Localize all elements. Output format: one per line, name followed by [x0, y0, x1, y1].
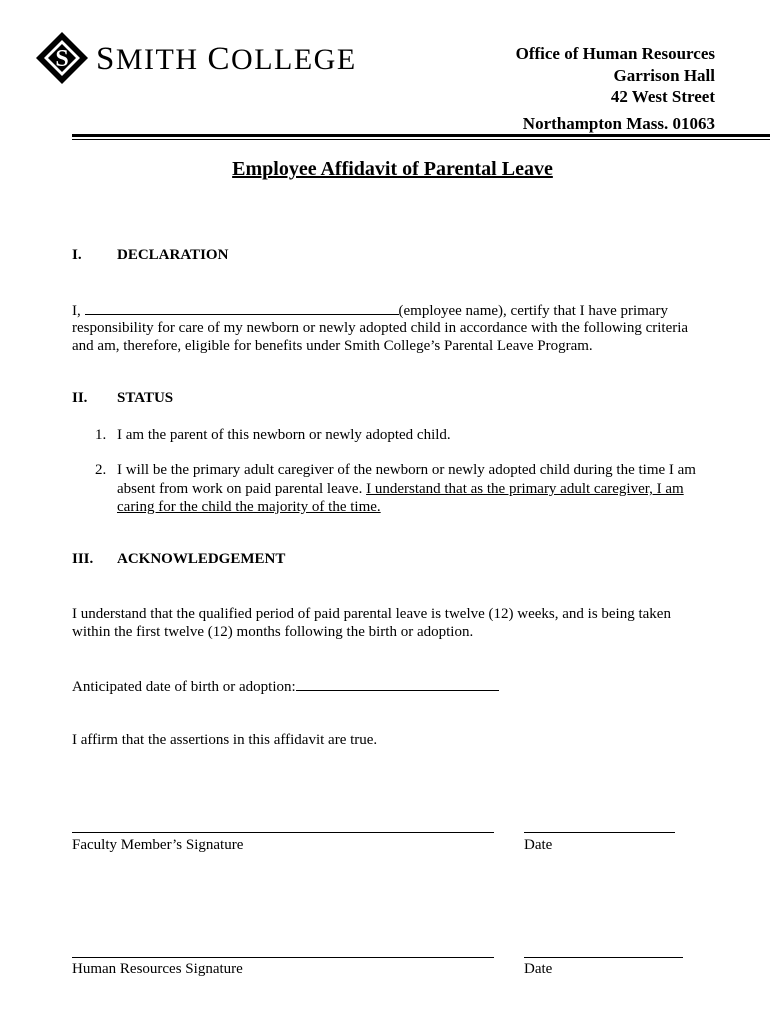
- faculty-date-field[interactable]: [524, 832, 675, 833]
- affirmation-text: I affirm that the assertions in this affidavit are true.: [72, 732, 378, 748]
- anticipated-date-row: [72, 677, 499, 696]
- street-address: 42 West Street: [610, 87, 715, 106]
- section-heading-acknowledgement: ACKNOWLEDGEMENT: [117, 551, 286, 567]
- anticipated-date-label: Anticipated date of birth or adoption:: [72, 679, 296, 695]
- declaration-suffix: (employee name), certify that I have primary: [398, 303, 668, 319]
- status-item-2-line-1: I will be the primary adult caregiver of the newborn or newly adopted child during the time I am: [117, 462, 696, 478]
- college-seal-icon: [34, 30, 90, 86]
- section-number-status: II.: [72, 390, 88, 406]
- status-item-2-line-2: [117, 480, 684, 498]
- section-number-acknowledgement: III.: [72, 551, 94, 567]
- status-item-2-number: 2.: [95, 462, 107, 478]
- declaration-prefix: I,: [72, 303, 81, 319]
- header-rule-thick: [72, 134, 770, 137]
- acknowledgement-line-1: I understand that the qualified period of paid parental leave is twelve (12) weeks, and is being taken: [72, 606, 671, 622]
- hr-date-label: Date: [524, 961, 553, 977]
- status-item-2-plain: absent from work on paid parental leave.: [117, 481, 367, 497]
- status-item-1: I am the parent of this newborn or newly adopted child.: [117, 427, 451, 443]
- acknowledgement-line-2: within the first twelve (12) months following the birth or adoption.: [72, 624, 474, 640]
- hr-signature-field[interactable]: [72, 957, 494, 958]
- college-logo: [34, 30, 364, 86]
- header-rule-thin: [72, 139, 770, 140]
- employee-name-field[interactable]: [85, 301, 399, 315]
- status-item-2-line-3: caring for the child the majority of the time.: [117, 499, 381, 515]
- status-item-2-underlined: I understand that as the primary adult caregiver, I am: [366, 481, 684, 497]
- city-address: Northampton Mass. 01063: [522, 114, 715, 133]
- office-name: Office of Human Resources: [515, 44, 715, 63]
- declaration-line-3: and am, therefore, eligible for benefits under Smith College’s Parental Leave Program.: [72, 338, 593, 354]
- svg-text:S: S: [55, 46, 69, 72]
- section-heading-declaration: DECLARATION: [117, 247, 229, 263]
- hr-date-field[interactable]: [524, 957, 683, 958]
- faculty-signature-field[interactable]: [72, 832, 494, 833]
- college-name: SMITH COLLEGE: [96, 41, 357, 77]
- building-name: Garrison Hall: [613, 66, 715, 85]
- faculty-signature-label: Faculty Member’s Signature: [72, 837, 244, 853]
- document-title: Employee Affidavit of Parental Leave: [232, 158, 553, 180]
- declaration-line-2: responsibility for care of my newborn or newly adopted child in accordance with the following criteria: [72, 320, 689, 336]
- anticipated-date-field[interactable]: [296, 677, 499, 691]
- hr-signature-label: Human Resources Signature: [72, 961, 243, 977]
- section-number-declaration: I.: [72, 247, 82, 263]
- faculty-date-label: Date: [524, 837, 553, 853]
- declaration-line-1: [72, 301, 668, 320]
- status-item-1-number: 1.: [95, 427, 107, 443]
- section-heading-status: STATUS: [117, 390, 174, 406]
